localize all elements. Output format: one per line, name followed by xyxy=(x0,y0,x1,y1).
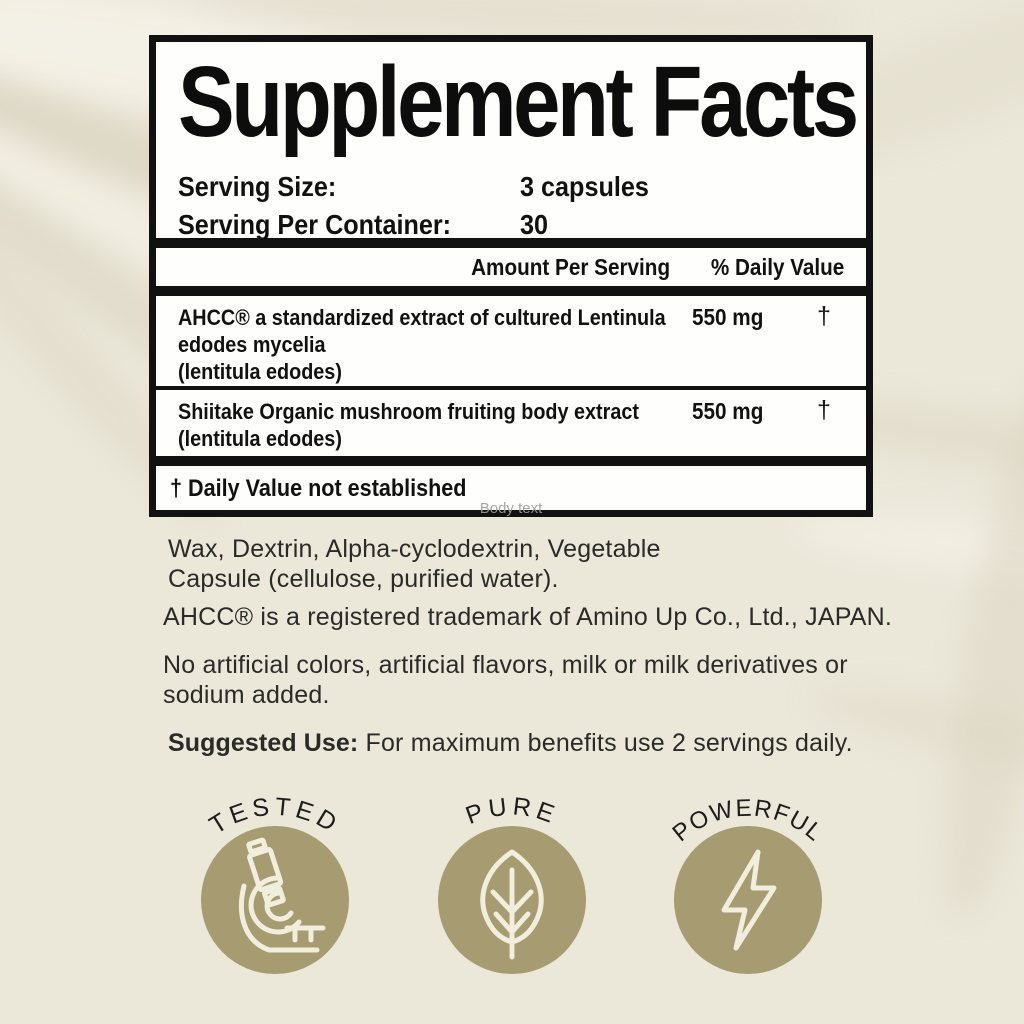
column-headers-row xyxy=(156,248,866,286)
divider-bar xyxy=(156,286,866,296)
servings-per-container-value: 30 xyxy=(520,209,549,240)
ingredient-name-line: AHCC® a standardized extract of cultured Lentinula xyxy=(178,305,666,330)
badge-pure-label: PURE xyxy=(461,792,563,830)
badge-tested xyxy=(175,770,375,1000)
percent-daily-value-header: % Daily Value xyxy=(710,253,844,280)
other-ingredients-line: Capsule (cellulose, purified water). xyxy=(168,565,559,593)
ingredient-daily-value: † xyxy=(817,396,831,424)
supplement-facts-title: Supplement Facts xyxy=(178,46,856,158)
badge-circle xyxy=(674,826,822,974)
ingredient-name-line: Shiitake Organic mushroom fruiting body extract xyxy=(178,399,639,424)
ingredient-daily-value: † xyxy=(817,302,831,330)
ingredient-row-ahcc xyxy=(156,296,866,386)
ingredient-amount: 550 mg xyxy=(692,398,764,424)
supplement-facts-panel xyxy=(149,35,873,517)
amount-per-serving-header: Amount Per Serving xyxy=(470,253,670,280)
divider-bar xyxy=(156,456,866,466)
svg-text:PURE xyxy=(462,792,562,830)
serving-size-value: 3 capsules xyxy=(520,171,649,202)
footnote-row xyxy=(156,466,866,510)
suggested-use-label: Suggested Use: xyxy=(168,729,359,757)
badge-pure xyxy=(412,770,612,1000)
suggested-use-text xyxy=(168,728,853,758)
daily-value-footnote: † Daily Value not established xyxy=(170,475,467,502)
badge-tested-label: TESTED xyxy=(204,792,346,840)
ingredient-name-line: edodes mycelia xyxy=(178,332,326,357)
other-ingredients-text xyxy=(168,534,661,594)
suggested-use-body: For maximum benefits use 2 servings daily. xyxy=(365,729,853,757)
serving-size-label: Serving Size: xyxy=(178,171,337,202)
ingredient-name-line: (lentitula edodes) xyxy=(178,359,342,384)
servings-per-container-label: Serving Per Container: xyxy=(178,209,452,240)
serving-info xyxy=(178,168,844,244)
badge-powerful-label: POWERFUL xyxy=(667,794,829,848)
ingredient-name-line: (lentitula edodes) xyxy=(178,426,342,451)
no-artificial-line: No artificial colors, artificial flavors, milk or milk derivatives or xyxy=(163,651,848,679)
other-ingredients-line: Wax, Dextrin, Alpha-cyclodextrin, Vegetable xyxy=(168,535,661,563)
no-artificial-line: sodium added. xyxy=(163,681,330,709)
ingredient-row-shiitake xyxy=(156,390,866,456)
badge-powerful xyxy=(648,770,848,1000)
panel-header-section xyxy=(156,42,866,238)
no-artificial-text xyxy=(163,650,848,710)
body-text-watermark: Body text xyxy=(479,500,543,517)
ingredient-amount: 550 mg xyxy=(692,304,764,330)
trademark-text: AHCC® is a registered trademark of Amino Up Co., Ltd., JAPAN. xyxy=(163,603,893,631)
